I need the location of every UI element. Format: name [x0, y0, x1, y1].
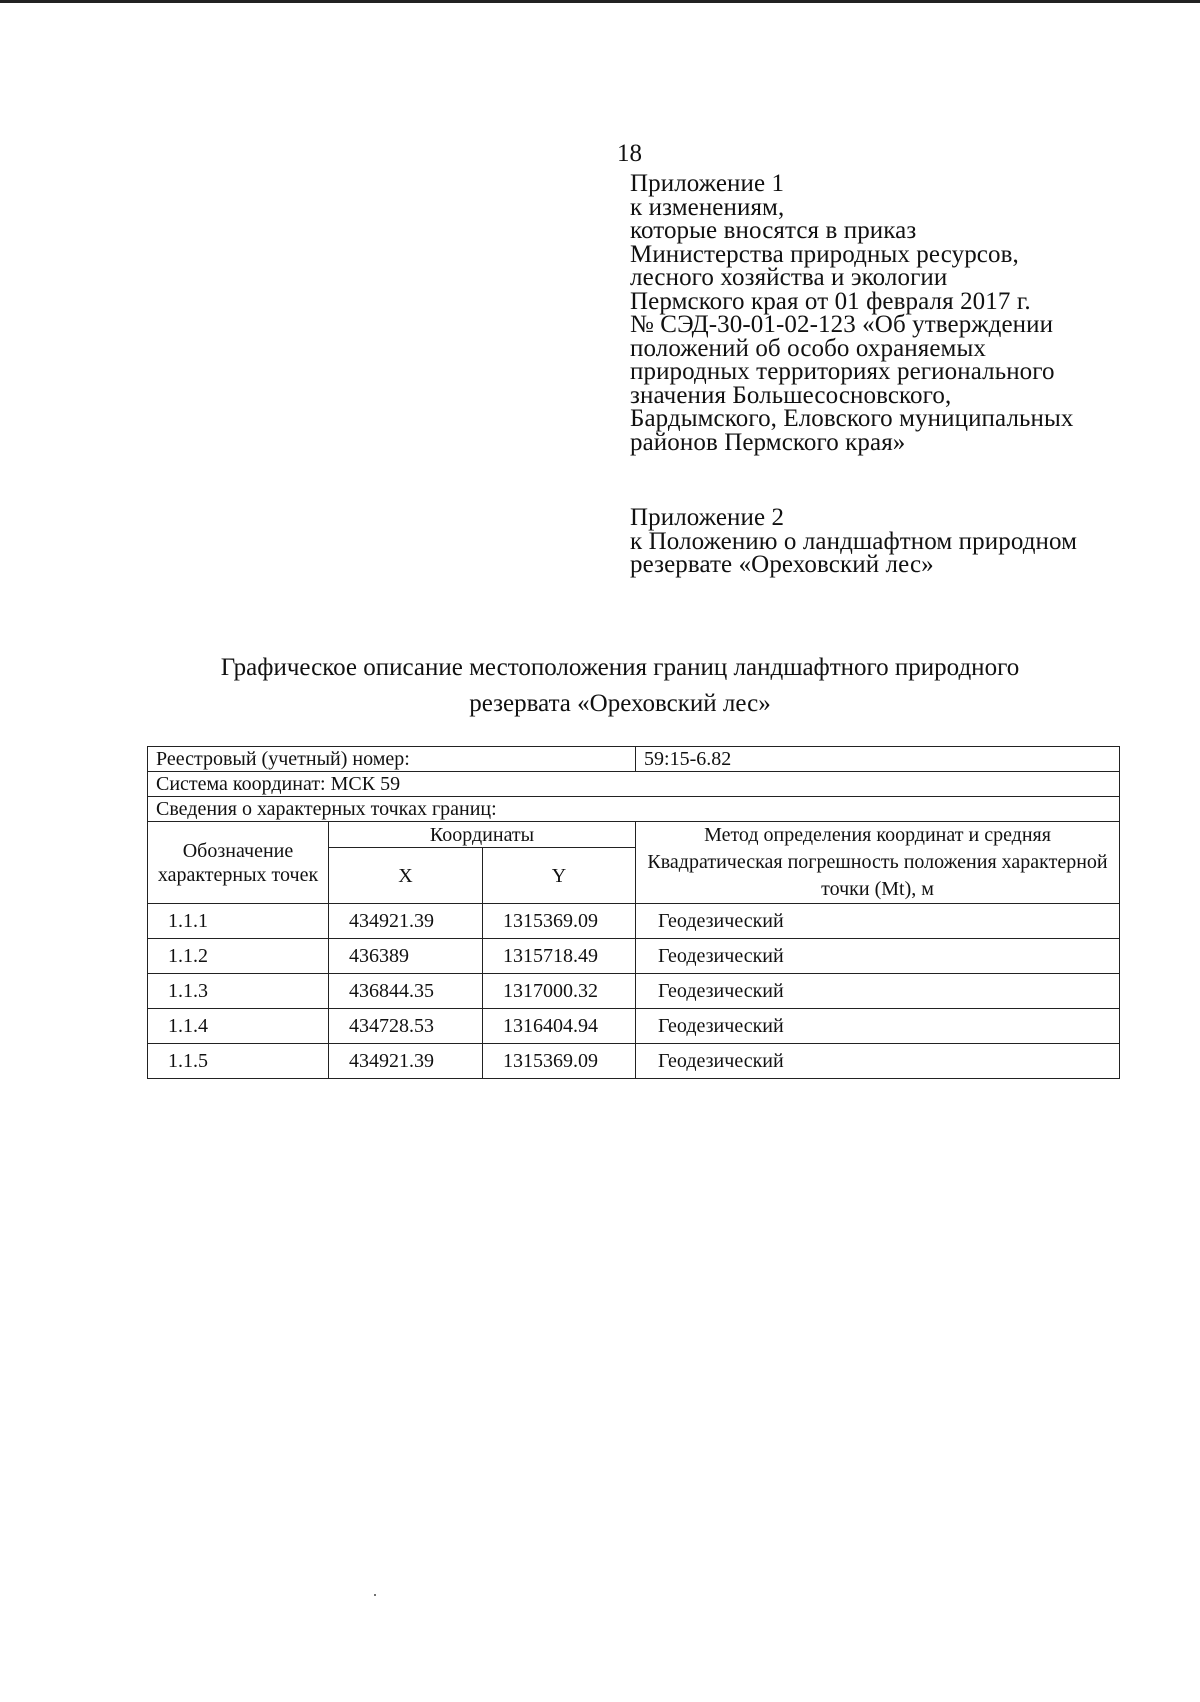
coord-x: 434921.39 — [329, 904, 483, 939]
registry-label: Реестровый (учетный) номер: — [148, 747, 636, 772]
page-number: 18 — [617, 140, 642, 167]
appendix-1-line: Приложение 1 — [630, 170, 785, 197]
appendix-2-line: к Положению о ландшафтном природном — [630, 527, 1078, 555]
scan-edge — [0, 0, 1200, 3]
coord-x: 434921.39 — [329, 1044, 483, 1079]
table-row — [148, 974, 1120, 1009]
scan-speck — [374, 1594, 376, 1596]
appendix-1-line: положений об особо охраняемых — [630, 334, 986, 362]
appendix-2-line: Приложение 2 — [630, 504, 785, 531]
appendix-1-line: Министерства природных ресурсов, — [630, 240, 1019, 268]
col-coordinates-header: Координаты — [329, 822, 636, 848]
point-id: 1.1.1 — [148, 904, 329, 939]
appendix-1-line: Пермского края от 01 февраля 2017 г. — [630, 287, 1031, 315]
coord-y: 1315369.09 — [483, 904, 636, 939]
table-row — [148, 939, 1120, 974]
title-line-2: резервата «Ореховский лес» — [469, 690, 771, 717]
appendix-1-line: которые вносятся в приказ — [630, 217, 917, 244]
appendix-1-line: районов Пермского края» — [630, 428, 906, 456]
col-designation-header: Обозначение характерных точек — [148, 822, 329, 904]
coord-x: 436844.35 — [329, 974, 483, 1009]
point-id: 1.1.2 — [148, 939, 329, 974]
boundary-points-table — [147, 746, 1120, 1079]
registry-value: 59:15-6.82 — [636, 747, 1120, 772]
appendix-1-line: природных территориях регионального — [630, 358, 1055, 385]
point-id: 1.1.5 — [148, 1044, 329, 1079]
point-id: 1.1.4 — [148, 1009, 329, 1044]
method: Геодезический — [636, 939, 1120, 974]
coord-x: 434728.53 — [329, 1009, 483, 1044]
points-heading-row — [148, 797, 1120, 822]
point-id: 1.1.3 — [148, 974, 329, 1009]
coord-y: 1317000.32 — [483, 974, 636, 1009]
points-heading: Сведения о характерных точках границ: — [148, 797, 1120, 822]
appendix-1-line: к изменениям, — [630, 193, 785, 221]
document-title — [130, 650, 1110, 722]
appendix-2-line: резервате «Ореховский лес» — [630, 551, 934, 578]
coord-system-row — [148, 772, 1120, 797]
method: Геодезический — [636, 1044, 1120, 1079]
table-row — [148, 1044, 1120, 1079]
table-row — [148, 1009, 1120, 1044]
appendix-1-line: лесного хозяйства и экологии — [630, 264, 948, 291]
method: Геодезический — [636, 974, 1120, 1009]
col-y-header: Y — [483, 848, 636, 904]
coord-y: 1315718.49 — [483, 939, 636, 974]
table-row — [148, 904, 1120, 939]
appendix-1-line: № СЭД-30-01-02-123 «Об утверждении — [630, 311, 1054, 338]
col-method-header: Метод определения координат и средняя Квадратическая погрешность положения характерной точки (Mt), м — [636, 822, 1120, 904]
coord-y: 1316404.94 — [483, 1009, 636, 1044]
method: Геодезический — [636, 1009, 1120, 1044]
registry-row — [148, 747, 1120, 772]
appendix-1-line: Бардымского, Еловского муниципальных — [630, 405, 1074, 432]
header-row — [148, 822, 1120, 848]
title-line-1: Графическое описание местоположения границ ландшафтного природного — [220, 654, 1020, 681]
coord-system: Система координат: МСК 59 — [148, 772, 1120, 797]
coord-y: 1315369.09 — [483, 1044, 636, 1079]
coord-x: 436389 — [329, 939, 483, 974]
method: Геодезический — [636, 904, 1120, 939]
appendix-1-line: значения Большесосновского, — [630, 381, 952, 409]
appendix-2-caption — [630, 506, 1170, 577]
appendix-1-caption — [630, 172, 1170, 454]
col-x-header: X — [329, 848, 483, 904]
